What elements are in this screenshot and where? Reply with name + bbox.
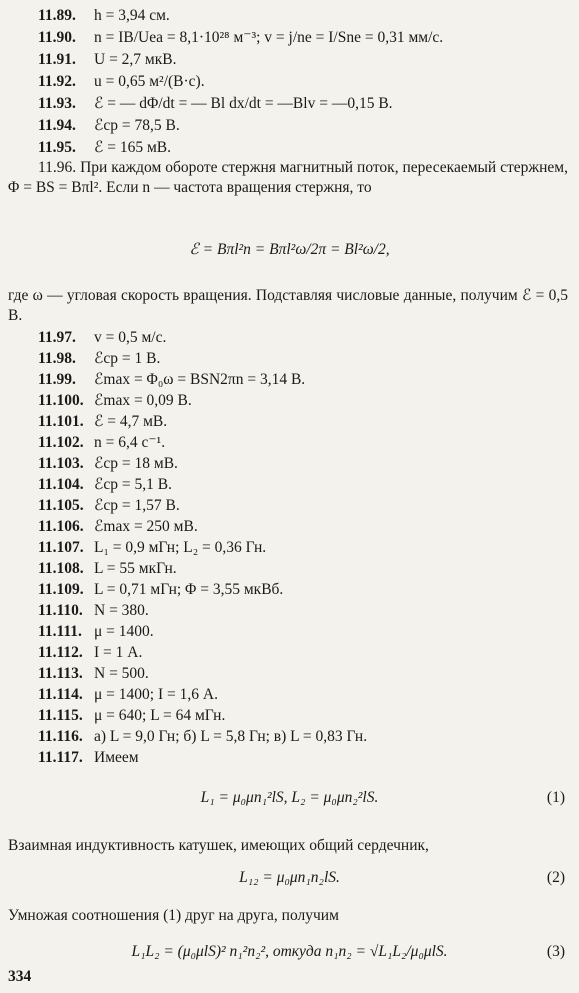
answer-line: 11.104. ℰср = 5,1 В. [38,476,172,493]
answer-line: 11.99. ℰmax = Φ₀ω = BSN2πn = 3,14 В. [38,371,306,388]
answer-line: 11.116. а) L = 9,0 Гн; б) L = 5,8 Гн; в) L = 0,83 Гн. [38,728,368,745]
answer-line: 11.101. ℰ = 4,7 мВ. [38,413,168,430]
answer-line: 11.91. U = 2,7 мкВ. [38,51,177,68]
answer-line: 11.108. L = 55 мкГн. [38,560,177,577]
equation-number: (1) [546,789,565,806]
answer-line: 11.114. μ = 1400; I = 1,6 А. [38,686,218,703]
solution-paragraph: 11.96. При каждом обороте стержня магнитный поток, пересекаемый стержнем, Φ = BS = Bπl². Если n — частота вращения стержня, то [8,159,568,196]
answer-line: 11.112. I = 1 А. [38,644,143,661]
answer-line: 11.106. ℰmax = 250 мВ. [38,518,198,535]
equation-number: (2) [546,869,565,886]
answer-line: 11.115. μ = 640; L = 64 мГн. [38,707,226,724]
equation-1: L₁ = μ₀μn₁²lS, L₂ = μ₀μn₂²lS. [200,789,379,806]
answer-line: 11.102. n = 6,4 с⁻¹. [38,434,166,451]
answer-line: 11.90. n = IB/Uea = 8,1·10²⁸ м⁻³; v = j/ne = I/Sne = 0,31 мм/с. [38,29,444,46]
paragraph-mutual: Взаимная индуктивность катушек, имеющих общий сердечник, [8,837,429,854]
answer-line: 11.117. Имеем [38,749,139,766]
paragraph-multiply: Умножая соотношения (1) друг на друга, получим [8,907,339,924]
answer-line: 11.103. ℰср = 18 мВ. [38,455,178,472]
answer-line: 11.109. L = 0,71 мГн; Φ = 3,55 мкВб. [38,581,284,598]
answer-line: 11.92. u = 0,65 м²/(В·с). [38,73,205,90]
answer-line: 11.95. ℰ = 165 мВ. [38,139,172,156]
page-number: 334 [8,968,32,985]
answer-line: 11.93. ℰ = — dΦ/dt = — Bl dx/dt = —Blv = —0,15 В. [38,95,393,112]
answer-line: 11.100. ℰmax = 0,09 В. [38,392,192,409]
answer-line: 11.89. h = 3,94 см. [38,7,170,24]
answer-line: 11.97. v = 0,5 м/с. [38,329,167,346]
answer-line: 11.105. ℰср = 1,57 В. [38,497,180,514]
equation-96: ℰ = Bπl²n = Bπl²ω/2π = Bl²ω/2, [189,241,390,258]
equation-number: (3) [546,943,565,960]
answer-line: 11.107. L₁ = 0,9 мГн; L₂ = 0,36 Гн. [38,539,267,556]
solution-paragraph: где ω — угловая скорость вращения. Подставляя числовые данные, получим ℰ = 0,5 В. [8,287,568,324]
equation-2: L₁₂ = μ₀μn₁n₂lS. [239,869,340,886]
equation-3: L₁L₂ = (μ₀μlS)² n₁²n₂², откуда n₁n₂ = √L₁L₂/μ₀μlS. [131,943,448,960]
answer-line: 11.113. N = 500. [38,665,149,682]
answer-line: 11.94. ℰср = 78,5 В. [38,117,180,134]
answer-line: 11.98. ℰср = 1 В. [38,350,161,367]
answer-line: 11.110. N = 380. [38,602,149,619]
answer-line: 11.111. μ = 1400. [38,623,154,640]
